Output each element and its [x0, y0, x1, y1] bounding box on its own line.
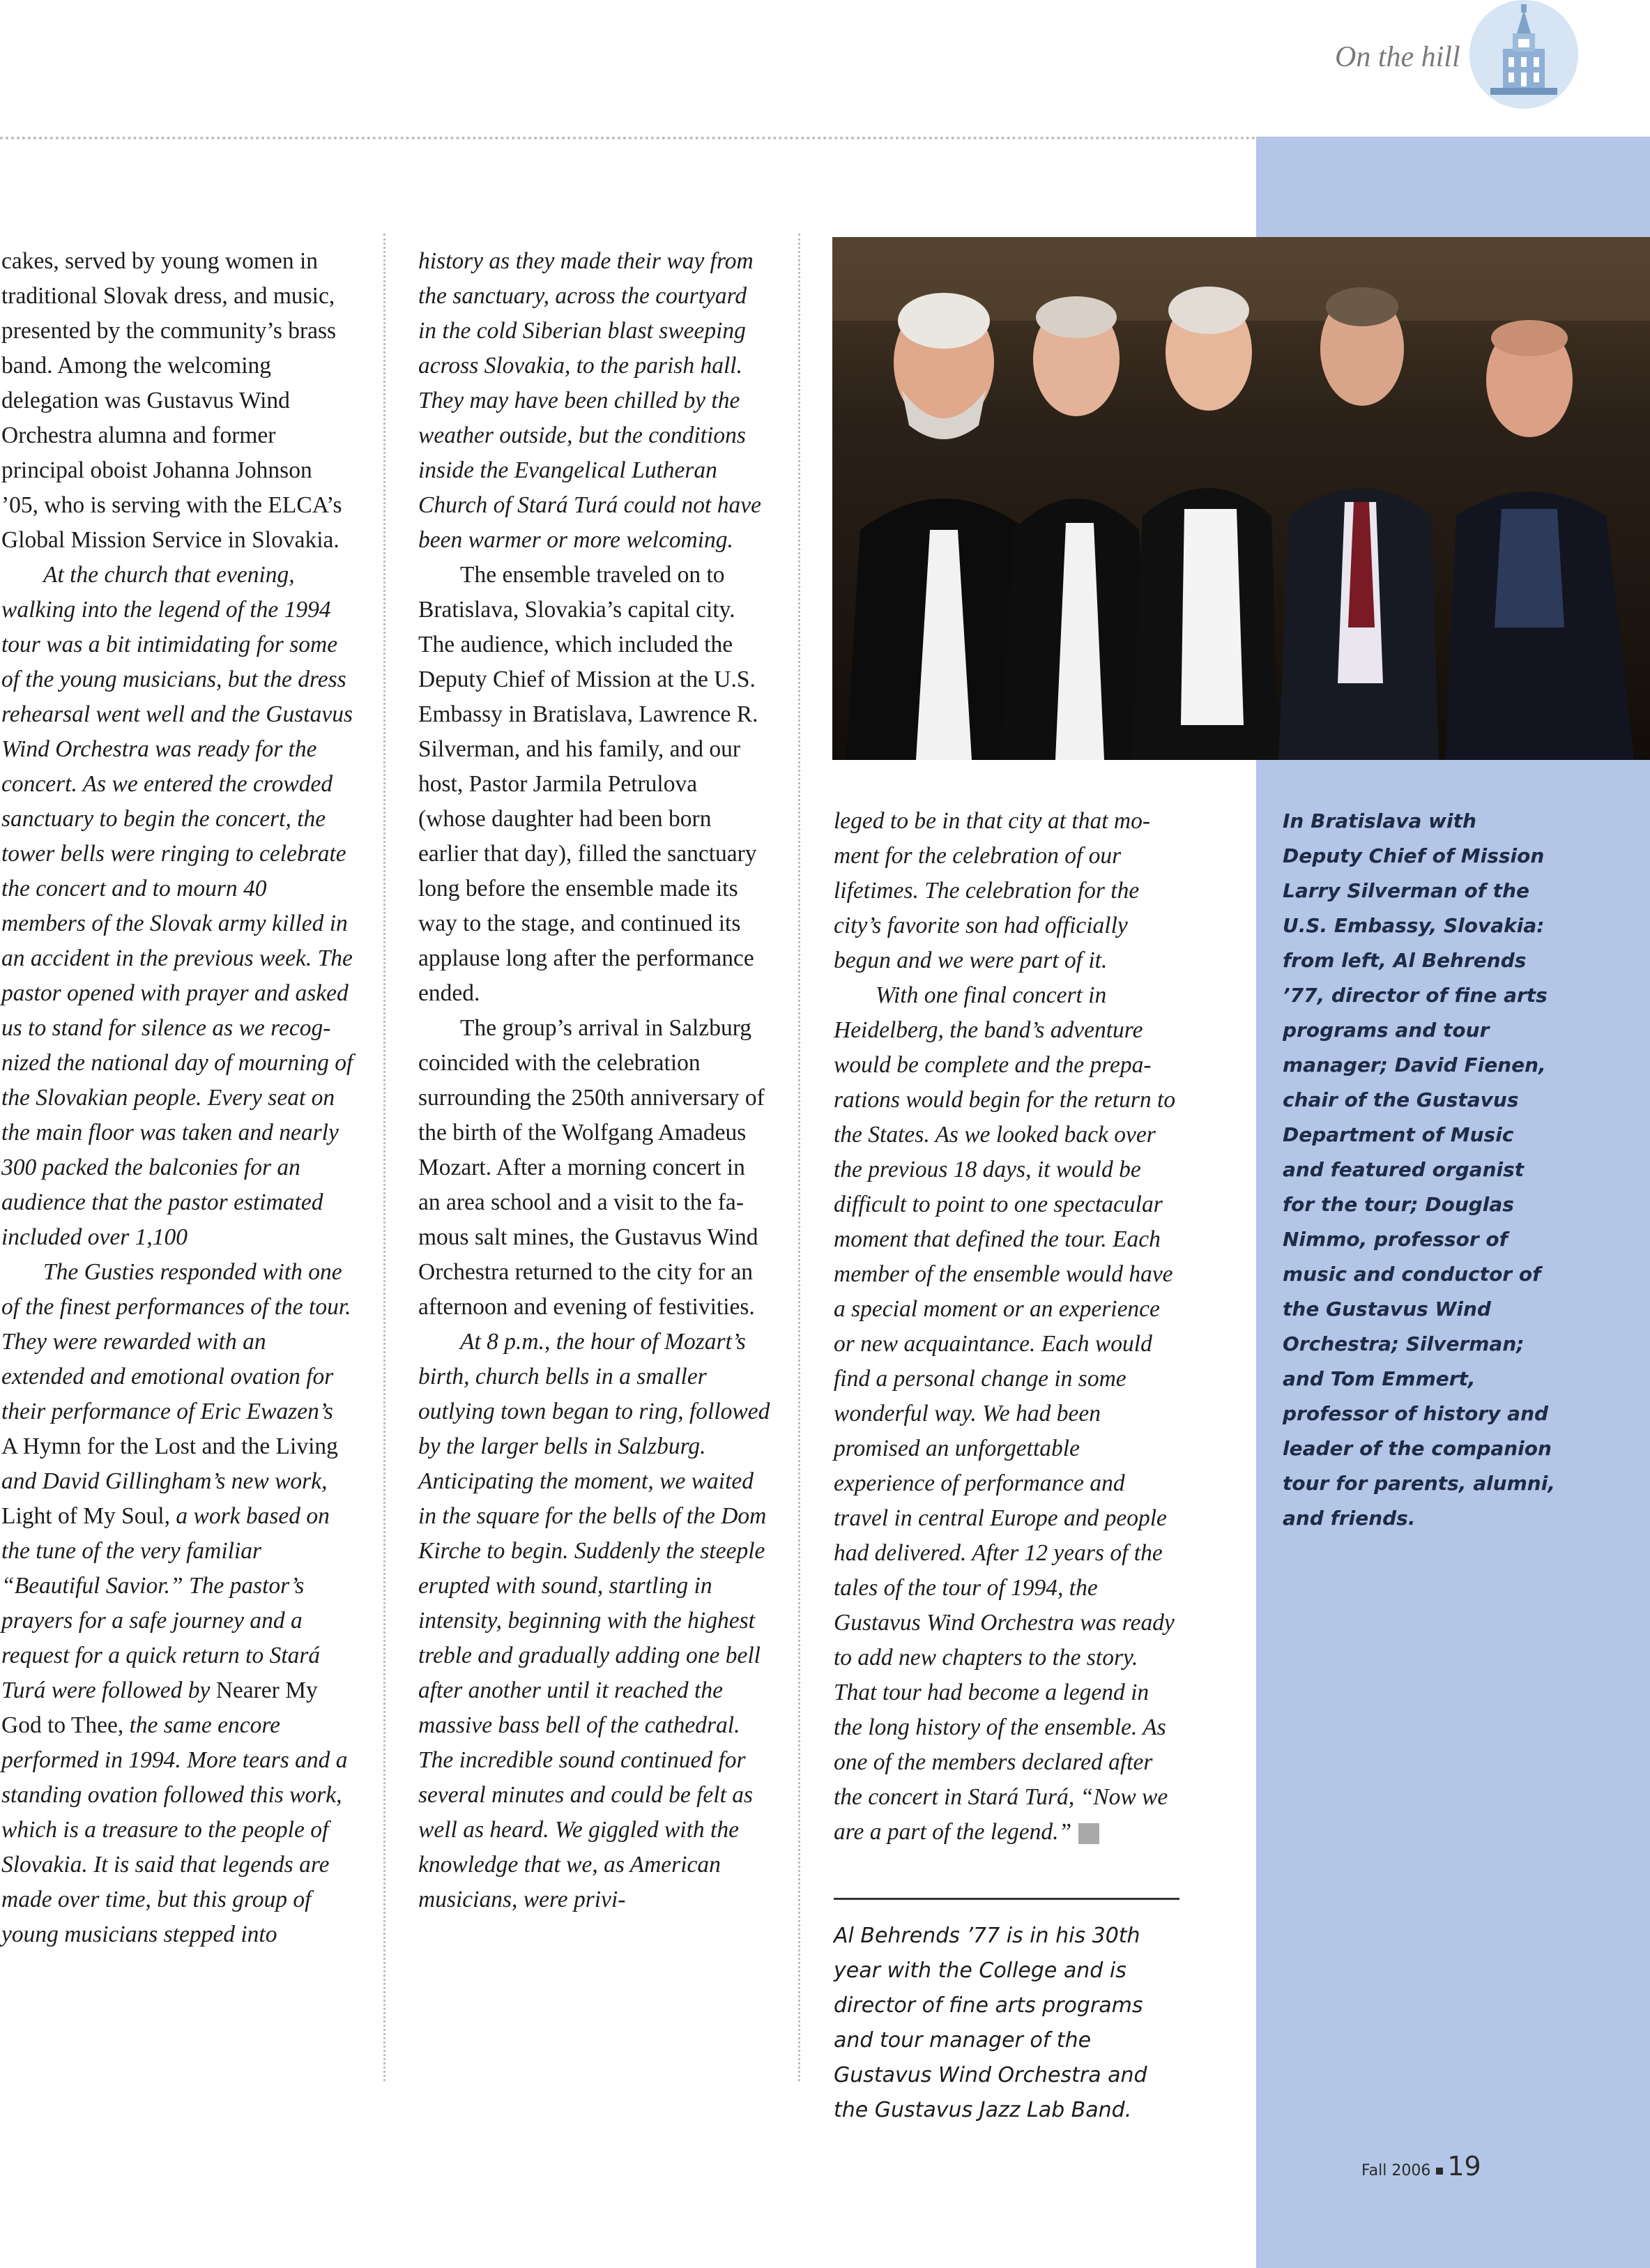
article-column-2	[418, 244, 770, 1917]
article-paragraph: The ensemble traveled on to Bratislava, Slovakia’s capital city. The audience, which included the Deputy Chief of Mission at the U.S. Embassy in Bratislava, Lawrence R. Silverman, and his family, and our host, Pastor Jarmila Petrulova (whose daughter had been born earlier that day), filled the sanctuary long before the ensemble made its way to the stage, and continued its applause long after the performance ended.	[418, 562, 758, 1006]
article-paragraph: The Gusties responded with one of the finest performances of the tour. They were rewarded with an extended and emotional ovation for their performance of Eric Ewazen’s A Hymn for the Lost and the Living and David Gillingham’s new work, Light of My Soul, a work based on the tune of the very familiar “Beautiful Savior.” The pastor’s prayers for a safe journey and a request for a quick return to Stará Turá were followed by Nearer My God to Thee, the same encore performed in 1994. More tears and a standing ovation followed this work, which is a treasure to the people of Slovakia. It is said that legends are made over time, but this group of young musicians stepped into	[1, 1259, 351, 1947]
author-bio: Al Behrends ’77 is in his 30th year with the College and is director of fine arts programs and tour manager of the Gustavus Wind Orchestra and the Gustavus Jazz Lab Band.	[834, 1924, 1147, 2122]
bio-divider	[834, 1898, 1179, 1900]
article-paragraph: At the church that evening, walking into the legend of the 1994 tour was a bit intimidating for some of the young musicians, but the dress rehearsal went well and the Gustavus Wind Orchestra was ready for the concert. As we entered the crowded sanctuary to begin the concert, the tower bells were ringing to celebrate the concert and to mourn 40 members of the Slovak army killed in an accident in the previous week. The pastor opened with prayer and asked us to stand for silence as we recognized the national day of mourning of the Slovakian people. Every seat on the main floor was taken and nearly 300 packed the balconies for an audience that the pastor estimated included over 1,100	[1, 562, 353, 1250]
college-building-logo-icon	[1469, 0, 1578, 109]
photo-caption: In Bratislava with Deputy Chief of Mission Larry Silverman of the U.S. Embassy, Slovakia: from left, Al Behrends ’77, director of fine arts programs and tour manager; David Fienen, chair of the Gustavus Department of Music and featured organist for the tour; Douglas Nimmo, professor of music and conductor of the Gustavus Wind Orchestra; Silverman; and Tom Emmert, professor of history and leader of the companion tour for parents, alumni, and friends.	[1283, 809, 1555, 1530]
end-of-article-mark: G	[1078, 1823, 1099, 1844]
article-paragraph: leged to be in that city at that moment for the celebration of our lifetimes. The celebration for the city’s favorite son had officially begun and we were part of it.	[834, 808, 1151, 973]
work-title: A Hymn for the Lost and the Living	[1, 1433, 338, 1459]
separator-square	[1436, 2168, 1443, 2175]
article-paragraph: cakes, served by young women in traditional Slovak dress, and music, presented by the community’s brass band. Among the welcoming delegation was Gustavus Wind Orchestra alumna and former principal oboist Johanna Johnson ’05, who is serving with the ELCA’s Global Mission Service in Slovakia.	[1, 248, 342, 553]
page-number: 19	[1447, 2151, 1481, 2182]
work-title: Light of My Soul,	[1, 1503, 170, 1529]
article-paragraph: At 8 p.m., the hour of Mozart’s birth, church bells in a smaller outlying town began to ring, followed by the larger bells in Salzburg. Anticipating the moment, we waited in the square for the bells of the Dom Kirche to begin. Suddenly the steeple erupted with sound, startling in intensity, beginning with the highest treble and gradually adding one bell after another until it reached the massive bass bell of the cathedral. The incredible sound continued for several minutes and could be felt as well as heard. We giggled with the knowledge that we, as American musicians, were privi-	[418, 1329, 770, 1912]
header-divider	[0, 137, 1256, 139]
issue-label: Fall 2006	[1361, 2162, 1431, 2179]
article-paragraph: history as they made their way from the sanctuary, across the courtyard in the cold Siberian blast sweeping across Slovakia, to the parish hall. They may have been chilled by the weather outside, but the conditions inside the Evangelical Lutheran Church of Stará Turá could not have been warmer or more welcoming.	[418, 248, 761, 553]
column-divider	[798, 234, 800, 2081]
work-title: Nearer My God to Thee,	[1, 1677, 318, 1738]
article-column-3	[834, 804, 1182, 1850]
section-title: On the hill	[1335, 41, 1460, 73]
article-paragraph: The group’s arrival in Salzburg coincided with the celebration surrounding the 250th anniversary of the birth of the Wolfgang Amadeus Mozart. After a morning concert in an area school and a visit to the famous salt mines, the Gustavus Wind Orchestra returned to the city for an afternoon and evening of festivities.	[418, 1015, 765, 1320]
page-footer	[1361, 2151, 1481, 2182]
article-column-1	[1, 244, 353, 1952]
column-divider	[383, 234, 385, 2081]
article-paragraph: With one final concert in Heidelberg, the band’s adventure would be complete and the preparations would begin for the return to the States. As we looked back over the previous 18 days, it would be difficult to point to one spectacular moment that defined the tour. Each member of the ensemble would have a special moment or an experience or new acquaintance. Each would find a personal change in some wonderful way. We had been promised an unforgettable experience of performance and travel in central Europe and people had delivered. After 12 years of the tales of the tour of 1994, the Gustavus Wind Orchestra was ready to add new chapters to the story. That tour had become a legend in the long history of the ensemble. As one of the members declared after the concert in Stará Turá, “Now we are a part of the legend.” G	[834, 982, 1176, 1845]
group-photo	[832, 237, 1650, 760]
